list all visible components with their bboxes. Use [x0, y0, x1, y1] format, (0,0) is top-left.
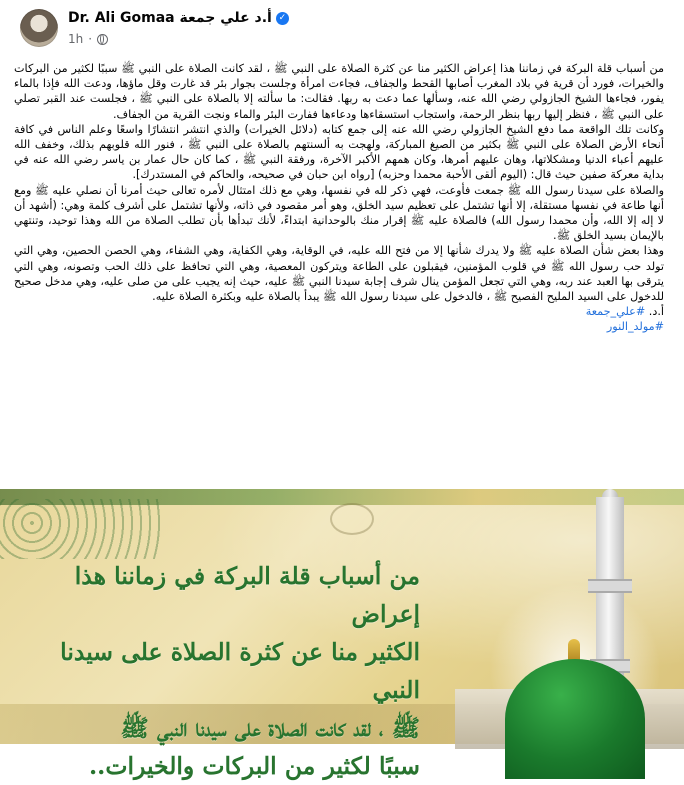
author-avatar[interactable]	[20, 9, 58, 47]
post-paragraph-4: وهذا بعض شأن الصلاة عليه ﷺ ولا يدرك شأنها إلا من فتح الله عليه، في الوقاية، وهي الكفاية، وهي الشفاء، وهي الحصن الحصين، وهي التي تولد حب رسول الله ﷺ في قلوب المؤمنين، فيقبلون على الطاعة ويتركون المعصية، وهي التي تحافظ على ذلك الحب وتصونه، وهي التي يترقى بها العبد عند ربه، وهي التي تجعل المؤمن ينال شرف إجابة سيدنا النبي ﷺ عليه، حيث إنه يجيب على من صلى عليه، وهي مدخل صحيح للدخول على السيد المليح الفصيح ﷺ ، فالدخول على سيدنا رسول الله ﷺ يبدأ بالصلاة عليه وبكثرة الصلاة عليه.	[14, 244, 664, 304]
author-name[interactable]: Dr. Ali Gomaa أ.د علي جمعة	[68, 10, 272, 26]
dot-separator: ·	[88, 32, 93, 46]
post-header	[0, 0, 684, 56]
post-text	[14, 61, 664, 335]
author-name-row	[68, 10, 289, 26]
post-image[interactable]	[0, 489, 684, 780]
banner-line-1: من أسباب قلة البركة في زماننا هذا إعراض	[74, 562, 420, 628]
banner-ornament	[330, 503, 374, 535]
signature-prefix: أ.د.	[645, 305, 664, 319]
hashtag-mawlid-alnour[interactable]: #مولد_النور	[606, 320, 664, 334]
post-paragraph-2: وكانت تلك الواقعة مما دفع الشيخ الجازولي رضي الله عنه إلى جمع كتابه (دلائل الخيرات) والذي انتشر انتشارًا واسعًا وعلم الناس في كافة أنحاء الأرض الصلاة على النبي ﷺ بكثير من الصيغ المباركة، ولهجت به ألسنتهم بالصلاة على النبي ﷺ ، فنور الله قلوبهم بذلك، وخفف الله عليهم أعباء الدنيا ومشكلاتها، وهان عليهم أمرها، وكان همهم الأكبر الآخرة، ورفقة النبي ﷺ ، كما كان حال عمار بن ياسر رضي الله عنه في بداية معركة صفين حيث قال: (اليوم ألقى الأحبة محمدا وحزبه) [رواه ابن حبان في صحيحه، والحاكم في المستدرك].	[14, 122, 664, 182]
minaret-balcony-upper	[588, 579, 632, 593]
globe-icon[interactable]	[97, 34, 108, 45]
post-meta	[68, 32, 108, 46]
hashtag-line	[14, 319, 664, 334]
banner-text	[25, 557, 420, 785]
banner-line-3: ﷺ ، لقد كانت الصلاة على سيدنا النبي ﷺ	[120, 714, 420, 742]
post-timestamp[interactable]: 1h	[68, 32, 84, 46]
hashtag-ali-gomaa[interactable]: #علي_جمعة	[585, 305, 646, 319]
post-paragraph-1: من أسباب قلة البركة في زماننا هذا إعراض الكثير منا عن كثرة الصلاة على النبي ﷺ ، لقد كانت الصلاة على النبي ﷺ سببًا لكثير من البركات والخيرات، فورد أن قرية في بلاد المغرب أصابها القحط والجفاف، فجاءت امرأة وجلست بجوار بئر قد غارت وقل ماؤها، ودعت الله فإذا بالماء يفور، فجاءها الشيخ الجازولي رضي الله عنه، وسألها عما دعت به ربها. فقالت: ما سألته إلا بالصلاة على النبي ﷺ ، فجلست عند القبر تصلي على النبي ﷺ ، فنظر إليها ربها بنظر الرحمة، واستجاب استسقاءها ودعاءها ففارت البئر والماء ونجت القرية من الجفاف.	[14, 62, 664, 121]
banner-leaf-decoration	[0, 499, 160, 559]
banner-line-2: الكثير منا عن كثرة الصلاة على سيدنا النبي	[60, 638, 420, 704]
verified-badge-icon: ✓	[276, 12, 289, 25]
banner-line-4: سببًا لكثير من البركات والخيرات..	[88, 752, 420, 780]
green-dome	[505, 659, 645, 779]
post-paragraph-3: والصلاة على سيدنا رسول الله ﷺ جمعت فأوعت، فهي ذكر لله في نفسها، وهي مع ذلك امتثال لأمره تعالى حيث أمرنا أن نصلي عليه ﷺ ومع أنها طاعة في نفسها مستقلة، إلا أنها تشتمل على تعظيم سيد الخلق، وهو أمر مقصود في ذاته، ولأنها تشتمل على أشرف كلمة وهي: (أشهد أن لا إله إلا الله، وأن محمدا رسول الله) فالصلاة عليه ﷺ إقرار منك بالوحدانية ابتداءً، لأنك تبدأها بأن تطلب الصلاة من الله وهذا توحيد، وتنتهي بالإيمان بسيد الخلق ﷺ.	[14, 183, 664, 243]
signature-line	[14, 304, 664, 319]
